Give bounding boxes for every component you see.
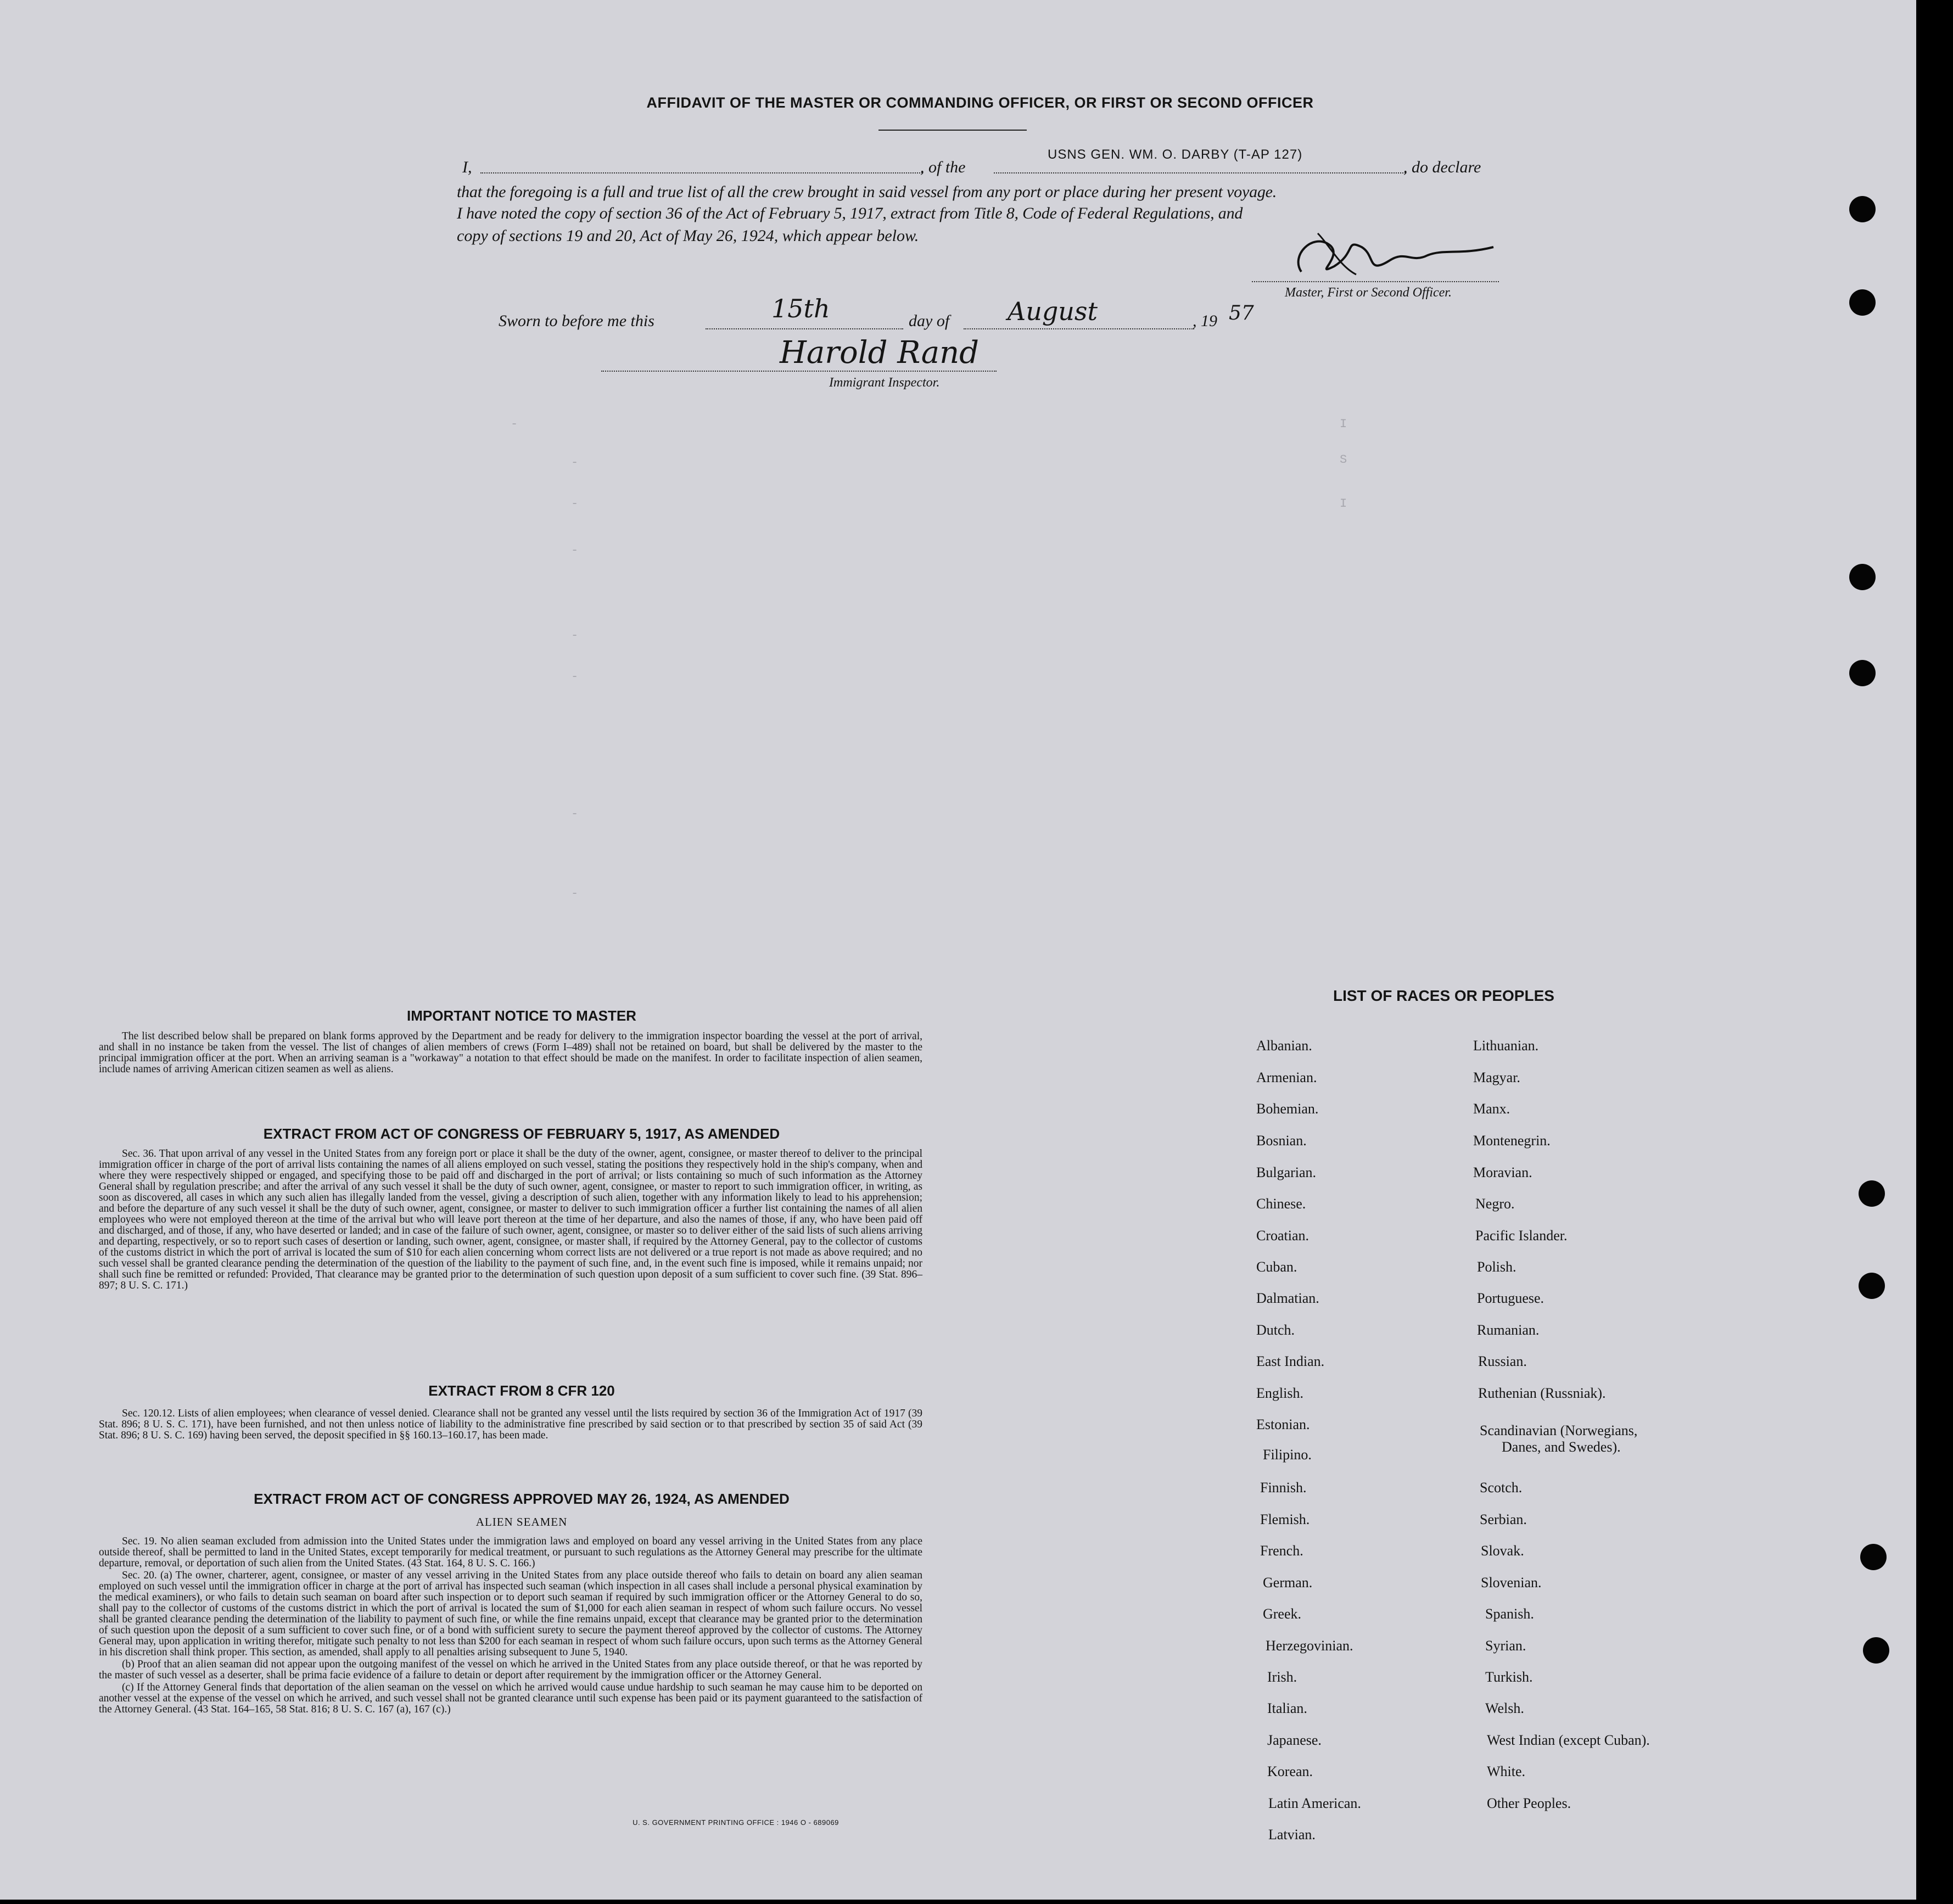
do-declare-label: , do declare <box>1403 158 1481 176</box>
race-item: Syrian. <box>1485 1638 1526 1654</box>
race-item: Slovenian. <box>1481 1575 1542 1591</box>
race-item: White. <box>1487 1763 1526 1779</box>
sworn-day-line <box>706 328 903 329</box>
show-through-mark: - <box>571 497 579 511</box>
affidavit-line-4: copy of sections 19 and 20, Act of May 26, 1924, which appear below. <box>457 227 919 245</box>
race-item: East Indian. <box>1256 1353 1325 1369</box>
race-item: Welsh. <box>1485 1700 1524 1716</box>
race-item: Latin American. <box>1268 1795 1361 1811</box>
punch-hole <box>1849 564 1876 590</box>
race-item: Croatian. <box>1256 1228 1310 1244</box>
extract-1924-subtitle: ALIEN SEAMEN <box>475 1515 568 1528</box>
affidavit-title: AFFIDAVIT OF THE MASTER OR COMMANDING OFFICER, OR FIRST OR SECOND OFFICER <box>646 94 1314 111</box>
show-through-mark: - <box>511 417 518 431</box>
race-item: French. <box>1260 1543 1303 1559</box>
affidavit-line-3: I have noted the copy of section 36 of the Act of February 5, 1917, extract from Title 8, Code of Federal Regulations, and <box>457 204 1243 222</box>
race-item: Russian. <box>1478 1353 1527 1369</box>
affidavit-i-label: I, <box>462 158 472 176</box>
punch-hole <box>1859 1273 1885 1299</box>
sec-20c-text: (c) If the Attorney General finds that deportation of the alien seaman on the vessel on which he arrived would cause undue hardship to such seaman he may cause him to be deported on another vessel at the expense of the vessel on which he arrived, and such vessel shall not be granted clearance until such expense has been paid or its payment guaranteed to the satisfaction of the Attorney General. (43 Stat. 164–165, 58 Stat. 816; 8 U. S. C. 167 (a), 167 (c).) <box>99 1682 922 1715</box>
punch-hole <box>1849 660 1876 686</box>
show-through-mark: - <box>571 887 579 900</box>
signature-caption: Master, First or Second Officer. <box>1285 285 1452 300</box>
race-item: Other Peoples. <box>1487 1795 1571 1811</box>
race-item: Ruthenian (Russniak). <box>1478 1385 1606 1401</box>
affidavit-of-label: , of the <box>920 158 966 176</box>
extract-1924-title: EXTRACT FROM ACT OF CONGRESS APPROVED MAY 26, 1924, AS AMENDED <box>254 1491 790 1507</box>
race-item: Herzegovinian. <box>1266 1638 1353 1654</box>
extract-cfr-text: Sec. 120.12. Lists of alien employees; when clearance of vessel denied. Clearance shall not be granted any vessel until the lists required by section 36 of the Immigration Act of 1917 (39 Stat. 896; 8 U. S. C. 171), have been furnished, and not then unless notice of liability to the administrative fine prescribed by said section or to that prescribed by section 35 of said Act (39 Stat. 896; 8 U. S. C. 169) having been served, the deposit specified in §§ 160.13–160.17, has been made. <box>99 1408 922 1441</box>
sec-20a-text: Sec. 20. (a) The owner, charterer, agent, consignee, or master of any vessel arriving in the United States from any place outside thereof who fails to detain on board any alien seaman employed on such vessel until the immigration officer in charge at the port of arrival has inspected such seaman (which inspection in all cases shall include a personal physical examination by the medical examiners), or who fails to detain such seaman on board after such inspection or to deport such seaman if required by such immigration officer or the Attorney General to do so, shall pay to the collector of customs of the customs district in which the port of arrival is located the sum of $1,000 for each alien seaman in respect of whom such failure occurs. No vessel shall be granted clearance pending the determination of the liability to payment of such fine, or while the fine remains unpaid, except that clearance may be granted prior to the determination of such question upon the deposit of a sum sufficient to cover such fine, or of a bond with sufficient surety to secure the payment thereof approved by the collector of customs. The Attorney General may, upon application in writing therefor, mitigate such penalty to not less than $200 for each seaman in respect of whom such failure occurs, upon such terms as the Attorney General in his discretion shall think proper. This section, as amended, shall apply to all penalties arising subsequent to June 5, 1940. <box>99 1570 922 1658</box>
race-item: Armenian. <box>1256 1069 1317 1085</box>
sworn-month: August <box>1008 296 1098 326</box>
vessel-name: USNS GEN. WM. O. DARBY (T-AP 127) <box>1048 147 1303 162</box>
extract-1917-text: Sec. 36. That upon arrival of any vessel in the United States from any foreign port or place it shall be the duty of the owner, agent, consignee, or master thereof to deliver to the principal immigration officer in charge of the port of arrival lists containing the names of all aliens employed on such vessel, stating the positions they respectively hold in the ship's company, when and where they were respectively shipped or engaged, and specifying those to be paid off and discharged in the port of arrival; or lists containing so much of such information as the Attorney General shall by regulation prescribe; and after the arrival of any such vessel it shall be the duty of such owner, agent, consignee, or master to report to such immigration officer, in writing, as soon as discovered, all cases in which any such alien has illegally landed from the vessel, giving a description of such alien, together with any information likely to lead to his apprehension; and before the departure of any such vessel it shall be the duty of such owner, agent, consignee, or master to deliver to such immigration officer a further list containing the names of all alien employees who were not employed thereon at the time of the arrival but who will leave port thereon at the time of her departure, and also the names of those, if any, who have been paid off and discharged, and of those, if any, who have deserted or landed; and in case of the failure of such owner, agent, consignee, or master so to deliver either of the said lists of such aliens arriving and departing, respectively, or so to report such cases of desertion or landing, such owner, agent, consignee, or master shall, if required by the Attorney General, pay to the collector of customs of the customs district in which the port of arrival is located the sum of $10 for each alien concerning whom correct lists are not delivered or a true report is not made as above required; and no such vessel shall be granted clearance pending the determination of the question of the liability to the payment of such fine, and, in the event such fine is imposed, while it remains unpaid; nor shall such fine be remitted or refunded: Provided, That clearance may be granted prior to the determination of such question upon deposit of a sum sufficient to cover such fine. (39 Stat. 896–897; 8 U. S. C. 171.) <box>99 1148 922 1291</box>
race-item: Spanish. <box>1485 1606 1534 1622</box>
show-through-mark: - <box>571 670 579 684</box>
race-item: Bosnian. <box>1256 1133 1307 1149</box>
inspector-signature-line <box>601 371 997 372</box>
show-through-mark: - <box>571 807 579 821</box>
show-through-mark: - <box>571 629 579 642</box>
inspector-caption: Immigrant Inspector. <box>829 376 940 390</box>
race-item: Danes, and Swedes). <box>1502 1439 1621 1455</box>
race-item: German. <box>1263 1575 1313 1591</box>
race-item: Portuguese. <box>1477 1290 1545 1306</box>
race-item: Pacific Islander. <box>1475 1228 1568 1244</box>
punch-hole <box>1863 1637 1889 1664</box>
race-item: Japanese. <box>1267 1732 1322 1748</box>
inspector-signature: Harold Rand <box>780 335 980 371</box>
race-item: Dalmatian. <box>1256 1290 1319 1306</box>
race-item: Negro. <box>1475 1196 1515 1212</box>
year-prefix: , 19 <box>1193 312 1217 330</box>
race-item: Rumanian. <box>1477 1322 1540 1338</box>
affidavit-line-2: that the foregoing is a full and true list of all the crew brought in said vessel from any port or place during her present voyage. <box>457 183 1277 201</box>
race-item: Montenegrin. <box>1473 1133 1551 1149</box>
race-item: Lithuanian. <box>1473 1038 1539 1054</box>
show-through-mark: S <box>1340 453 1347 467</box>
notice-title: IMPORTANT NOTICE TO MASTER <box>407 1007 636 1024</box>
race-item: Bulgarian. <box>1256 1164 1317 1180</box>
show-through-mark: I <box>1340 417 1347 431</box>
race-item: Italian. <box>1267 1700 1307 1716</box>
show-through-mark: - <box>571 544 579 557</box>
title-divider <box>878 130 1027 131</box>
sworn-day: 15th <box>771 294 830 323</box>
sec-19-text: Sec. 19. No alien seaman excluded from admission into the United States under the immigration laws and employed on board any vessel arriving in the United States from any place outside thereof, shall be permitted to land in the United States, except temporarily for medical treatment, or pursuant to such regulations as the Attorney General may prescribe for the ultimate departure, removal, or deportation of such alien from the United States. (43 Stat. 164, 8 U. S. C. 166.) <box>99 1536 922 1569</box>
race-item: Greek. <box>1263 1606 1302 1622</box>
sworn-label: Sworn to before me this <box>499 312 654 330</box>
race-item: Chinese. <box>1256 1196 1306 1212</box>
printer-imprint: U. S. GOVERNMENT PRINTING OFFICE : 1946 O - 689069 <box>633 1818 839 1827</box>
race-item: Moravian. <box>1473 1164 1532 1180</box>
punch-hole <box>1849 196 1876 222</box>
show-through-mark: - <box>571 456 579 469</box>
race-item: Flemish. <box>1260 1511 1310 1527</box>
punch-hole <box>1859 1180 1885 1207</box>
race-item: Irish. <box>1267 1669 1297 1685</box>
notice-text: The list described below shall be prepared on blank forms approved by the Department and be ready for delivery to the immigration inspector boarding the vessel at the port of arrival, and shall in no instance be taken from the vessel. The list of changes of alien members of crews (Form I–489) shall not be retained on board, but shall be delivered by the master to the principal immigration officer at the port. When an arriving seaman is a "workaway" a notation to that effect should be made on the manifest. In order to facilitate inspection of alien seamen, include names of arriving American citizen seamen as well as aliens. <box>99 1031 922 1075</box>
race-item: Finnish. <box>1260 1480 1307 1496</box>
sworn-month-line <box>964 328 1194 329</box>
race-item: Scandinavian (Norwegians, <box>1480 1423 1638 1438</box>
sec-20b-text: (b) Proof that an alien seaman did not appear upon the outgoing manifest of the vessel on which he arrived in the United States from any place outside thereof, or that he was reported by the master of such vessel as a deserter, shall be prima facie evidence of a failure to detain or deport after requirement by the immigration officer or the Attorney General. <box>99 1659 922 1681</box>
race-item: Cuban. <box>1256 1259 1297 1275</box>
race-item: Serbian. <box>1480 1511 1527 1527</box>
punch-hole <box>1849 289 1876 316</box>
race-item: Turkish. <box>1485 1669 1533 1685</box>
race-item: Filipino. <box>1263 1447 1312 1463</box>
race-item: Bohemian. <box>1256 1101 1319 1117</box>
race-item: Scotch. <box>1480 1480 1523 1496</box>
show-through-mark: I <box>1340 497 1347 511</box>
extract-1924-body <box>99 1536 922 1716</box>
race-item: Korean. <box>1267 1763 1313 1779</box>
master-name-line <box>480 172 922 173</box>
race-item: Dutch. <box>1256 1322 1295 1338</box>
races-title: LIST OF RACES OR PEOPLES <box>1333 987 1554 1004</box>
year-suffix: 57 <box>1229 302 1254 324</box>
race-item: Estonian. <box>1256 1416 1310 1432</box>
vessel-line <box>994 172 1406 173</box>
race-item: Slovak. <box>1481 1543 1524 1559</box>
race-item: Magyar. <box>1473 1069 1520 1085</box>
race-item: Albanian. <box>1256 1038 1312 1054</box>
race-item: Latvian. <box>1268 1827 1316 1843</box>
extract-cfr-title: EXTRACT FROM 8 CFR 120 <box>428 1382 615 1399</box>
master-signature <box>1279 222 1499 288</box>
race-item: Polish. <box>1477 1259 1516 1275</box>
race-item: Manx. <box>1473 1101 1510 1117</box>
race-item: West Indian (except Cuban). <box>1487 1732 1650 1748</box>
master-signature-line <box>1252 281 1499 282</box>
day-of-label: day of <box>909 312 950 330</box>
punch-hole <box>1860 1544 1887 1570</box>
extract-1917-title: EXTRACT FROM ACT OF CONGRESS OF FEBRUARY 5, 1917, AS AMENDED <box>263 1125 780 1142</box>
race-item: English. <box>1256 1385 1303 1401</box>
